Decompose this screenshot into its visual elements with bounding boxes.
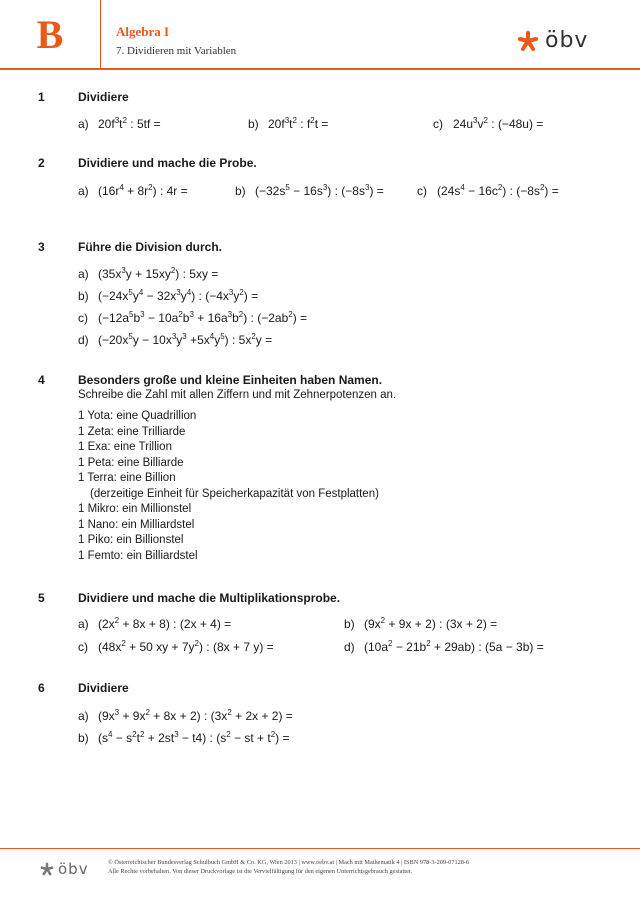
unit-item: 1 Zeta: eine Trilliarde [78,426,186,438]
chapter-letter: B [36,11,64,57]
unit-note: (derzeitige Einheit für Speicherkapazität von Festplatten) [90,488,379,500]
task-3c: c) $(-12a^5b^3 - 10a^2b^3 + 16a^3b^2)$ : $(-2ab^2)$ = [78,310,308,325]
task-3b: b) $(-24x^5y^4 - 32x^3y^4)$ : $(-4x^3y^2)$ = [78,288,259,303]
page-subtitle: 7. Dividieren mit Variablen [116,45,237,57]
footer-logo-text: öbv [58,860,89,878]
logo-text: öbv [545,28,589,53]
unit-item: 1 Terra: eine Billion [78,472,176,484]
unit-item: 1 Mikro: ein Millionstel [78,503,192,515]
task-5b: b) $(9x^2 + 9x + 2)$ : (3x + 2) = [344,616,498,631]
task-title: Dividiere und mache die Multiplikationsprobe. [78,591,341,605]
task-6b: b) $(s^4 - s^2t^2 + 2st^3 - t4)$ : ($s^2$ − st + $t^2$) = [78,730,290,745]
footer-logo [40,860,89,878]
task-6a: a) $(9x^3 + 9x^2 + 8x + 2)$ : $(3x^2 + 2x + 2)$ = [78,708,293,723]
task-2c: c) $(24s^4 - 16c^2)$ : $(-8s^2)$ = [417,183,559,198]
star-logo-icon [40,862,54,876]
unit-item: 1 Exa: eine Trillion [78,441,172,453]
task-number: 1 [38,90,45,104]
task-title: Dividiere und mache die Probe. [78,156,257,170]
unit-item: 1 Peta: eine Billiarde [78,457,184,469]
task-title: Besonders große und kleine Einheiten haben Namen. [78,373,383,387]
unit-item: 1 Piko: ein Billionstel [78,534,184,546]
footer-copyright [108,858,469,876]
page-title: Algebra I [116,24,170,39]
task-title: Führe die Division durch. [78,240,223,254]
task-number: 3 [38,240,45,254]
task-1b: b) $20f^3t^2$ : $f^2t$ = [248,116,329,131]
footer-line-1: © Österreichischer Bundesverlag Schulbuch GmbH & Co. KG, Wien 2013 | www.oebv.at | Mach mit Mathematik 4 | ISBN 978-3-209-07128-6 [108,859,470,866]
unit-item: 1 Yota: eine Quadrillion [78,410,197,422]
task-title: Dividiere [78,681,129,695]
task-1c: c) $24u^3v^2$ : (−48u) = [433,116,544,131]
task-2b: b) $(-32s^5 - 16s^3)$ : $(-8s^3)$ = [235,183,384,198]
star-logo-icon [517,30,539,52]
task-3d: d) $(-20x^5y - 10x^3y^3 +5x^4y^5)$ : $5x^2y$ = [78,332,273,347]
task-number: 4 [38,373,45,387]
publisher-logo [517,28,588,53]
header-rule [0,68,640,70]
unit-item: 1 Nano: ein Milliardstel [78,519,195,531]
task-5a: a) $(2x^2 + 8x + 8)$ : (2x + 4) = [78,616,232,631]
task-1a: a) $20f^3t^2$ : 5tf = [78,116,161,131]
footer-line-2: Alle Rechte vorbehalten. Von dieser Druckvorlage ist die Vervielfältigung für den eigenen Unterrichtsgebrauch gestattet. [108,868,413,875]
task-number: 2 [38,156,45,170]
task-number: 6 [38,681,45,695]
task-title: Dividiere [78,90,129,104]
task-5d: d) $(10a^2 - 21b^2 + 29ab)$ : (5a − 3b) = [344,639,544,654]
task-3a: a) $(35x^3y + 15xy^2)$ : 5xy = [78,266,219,281]
unit-item: 1 Femto: ein Billiardstel [78,550,198,562]
task-4-instruction: Schreibe die Zahl mit allen Ziffern und mit Zehnerpotenzen an. [78,389,397,401]
task-5c: c) ($48x^2 + 50$ xy + $7y^2$) : (8x + 7 y) = [78,639,274,654]
task-number: 5 [38,591,45,605]
header-divider [100,0,101,68]
task-2a: a) $(16r^4 + 8r^2)$ : 4r = [78,183,188,198]
footer-rule [0,848,640,849]
